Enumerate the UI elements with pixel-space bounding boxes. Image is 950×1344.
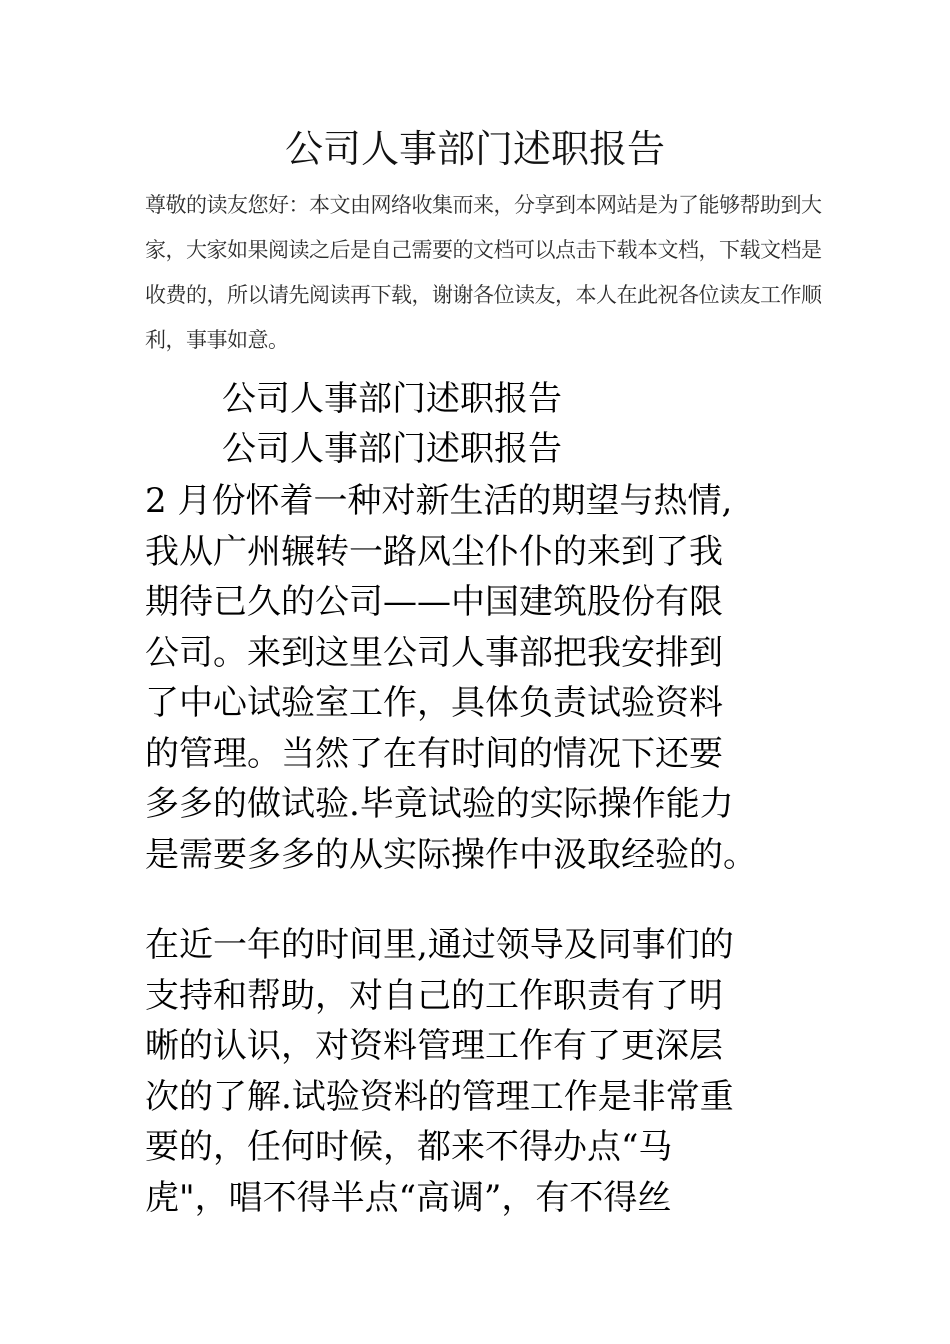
notice-line: 家，大家如果阅读之后是自己需要的文档可以点击下载本文档，下载文档是 (145, 238, 822, 262)
paragraph-line: 期待已久的公司——中国建筑股份有限 (145, 582, 723, 622)
paragraph-line: 次的了解.试验资料的管理工作是非常重 (145, 1076, 734, 1117)
paragraph-line: 的管理。当然了在有时间的情况下还要 (145, 733, 723, 774)
notice-line: 尊敬的读友您好：本文由网络收集而来，分享到本网站是为了能够帮助到大 (145, 193, 822, 217)
paragraph-line: 多多的做试验.毕竟试验的实际操作能力 (145, 784, 734, 824)
paragraph-line: 我从广州辗转一路风尘仆仆的来到了我 (145, 531, 723, 572)
section-heading: 公司人事部门述职报告 (222, 429, 562, 469)
notice-line: 收费的，所以请先阅读再下载，谢谢各位读友，本人在此祝各位读友工作顺 (145, 283, 822, 307)
section-heading: 公司人事部门述职报告 (222, 379, 562, 419)
paragraph-line: 在近一年的时间里,通过领导及同事们的 (145, 925, 734, 965)
body-paragraph (145, 920, 865, 1223)
paragraph-line: 支持和帮助，对自己的工作职责有了明 (145, 975, 723, 1016)
paragraph-line: 晰的认识，对资料管理工作有了更深层 (145, 1026, 723, 1066)
notice-line: 利，事事如意。 (145, 328, 289, 352)
body-paragraph (145, 476, 865, 880)
paragraph-line: 2 月份怀着一种对新生活的期望与热情, (145, 481, 733, 521)
paragraph-line: 了中心试验室工作，具体负责试验资料 (145, 683, 723, 723)
paragraph-line: 是需要多多的从实际操作中汲取经验的。 (145, 834, 757, 875)
document-title: 公司人事部门述职报告 (284, 127, 665, 171)
paragraph-line: 要的，任何时候，都来不得办点“马 (145, 1127, 673, 1167)
paragraph-line: 虎"，唱不得半点“高调”，有不得丝 (145, 1177, 672, 1218)
paragraph-line: 公司。来到这里公司人事部把我安排到 (145, 632, 723, 673)
reader-notice (145, 183, 822, 363)
